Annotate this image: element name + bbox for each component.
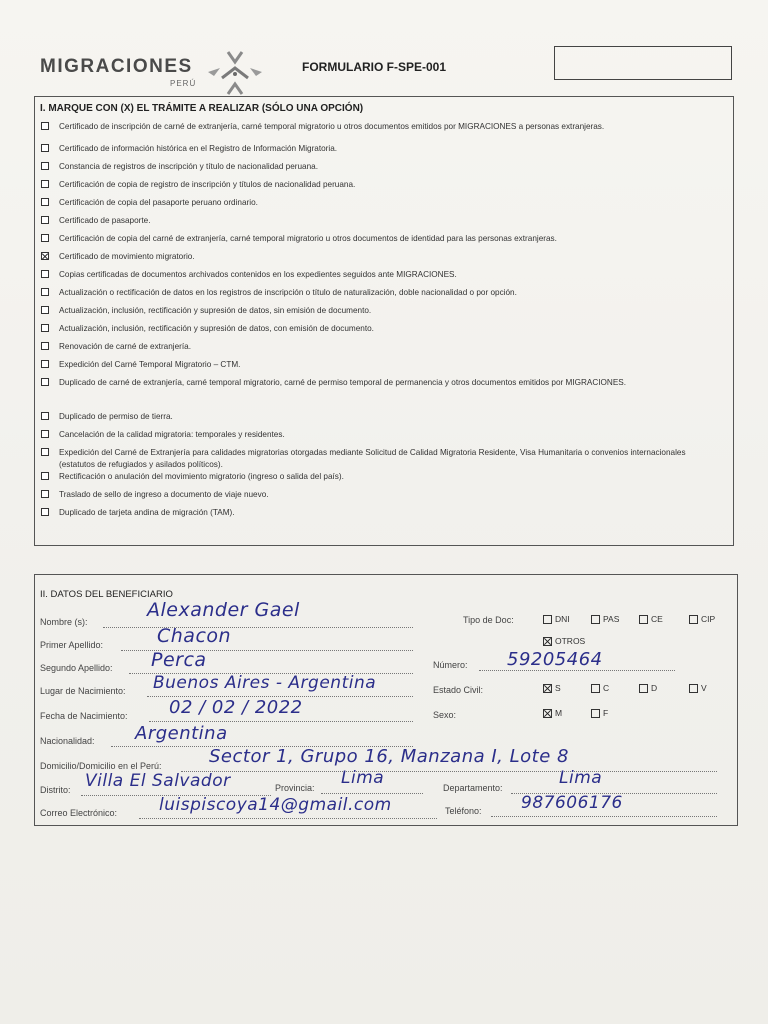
tramite-option-label: Actualización, inclusión, rectificación y supresión de datos, sin emisión de documento.: [59, 306, 372, 315]
estado-civil-option-label: C: [603, 683, 610, 693]
tramite-option-label: Rectificación o anulación del movimiento migratorio (ingreso o salida del país).: [59, 472, 344, 481]
logo-mark-icon: [200, 48, 270, 98]
tipo-doc-option-label: DNI: [555, 614, 570, 624]
checkbox-icon[interactable]: [41, 490, 49, 498]
tipo-doc-checkbox-icon[interactable]: [543, 637, 552, 646]
estado-civil-option-label: S: [555, 683, 561, 693]
checkbox-icon[interactable]: [41, 430, 49, 438]
distrito-label: Distrito:: [40, 785, 71, 795]
correo-label: Correo Electrónico:: [40, 808, 118, 818]
logo-name: MIGRACIONES: [40, 56, 193, 77]
tramite-option-label: Certificado de pasaporte.: [59, 216, 151, 225]
tramite-option-label: Certificado de movimiento migratorio.: [59, 252, 195, 261]
sexo-option-label: M: [555, 708, 563, 718]
distrito-value[interactable]: Villa El Salvador: [85, 771, 231, 791]
provincia-label: Provincia:: [275, 783, 315, 793]
checkbox-icon[interactable]: [41, 360, 49, 368]
tipo-doc-checkbox-icon[interactable]: [543, 615, 552, 624]
form-number-box[interactable]: [554, 46, 732, 80]
tramite-option-label: Certificado de inscripción de carné de extranjería, carné temporal migratorio u otros documentos emitidos por MIGRACIONES a personas extranjeras.: [59, 122, 605, 131]
checkbox-icon[interactable]: [41, 508, 49, 516]
tramite-option-label: Constancia de registros de inscripción y título de nacionalidad peruana.: [59, 162, 318, 171]
tramite-option-label: Cancelación de la calidad migratoria: temporales y residentes.: [59, 430, 285, 439]
checkbox-icon[interactable]: [41, 144, 49, 152]
tramite-option-label: Certificación de copia de registro de inscripción y títulos de nacionalidad peruana.: [59, 180, 356, 189]
checkbox-icon[interactable]: [41, 198, 49, 206]
checkbox-icon[interactable]: [41, 180, 49, 188]
sexo-checkbox-icon[interactable]: [591, 709, 600, 718]
domicilio-line: [181, 771, 717, 772]
lugar-nacimiento-value[interactable]: Buenos Aires - Argentina: [153, 673, 377, 693]
form-code: FORMULARIO F-SPE-001: [302, 60, 447, 74]
tipo-doc-option-label: PAS: [603, 614, 620, 624]
tramite-option-label: Expedición del Carné de Extranjería para calidades migratorias otorgadas mediante Solicitud de Calidad Migratoria Residente, Visa Humanitaria o convenios internacionales (estatutos de refugiados y asilados políticos).: [59, 448, 686, 469]
segundo-apellido-label: Segundo Apellido:: [40, 663, 113, 673]
checkbox-icon[interactable]: [41, 448, 49, 456]
nombres-line: [103, 627, 413, 628]
correo-line: [139, 818, 437, 819]
section-title: II. DATOS DEL BENEFICIARIO: [40, 589, 173, 600]
segundo-apellido-value[interactable]: Perca: [151, 649, 207, 671]
sexo-label: Sexo:: [433, 710, 457, 720]
checkbox-icon[interactable]: [41, 472, 49, 480]
departamento-label: Departamento:: [443, 783, 503, 793]
section-beneficiario: [34, 574, 738, 826]
tipo-doc-option-label: CE: [651, 614, 663, 624]
numero-label: Número:: [433, 660, 468, 670]
numero-value[interactable]: 59205464: [507, 649, 603, 670]
fecha-nacimiento-value[interactable]: 02 / 02 / 2022: [169, 697, 303, 718]
lugar-nacimiento-label: Lugar de Nacimiento:: [40, 686, 126, 696]
tramite-option-label: Actualización, inclusión, rectificación y supresión de datos, con emisión de documento.: [59, 324, 374, 333]
tramite-option-label: Expedición del Carné Temporal Migratorio – CTM.: [59, 360, 241, 369]
checkbox-icon[interactable]: [41, 162, 49, 170]
estado-civil-option-label: V: [701, 683, 707, 693]
checkbox-icon[interactable]: [41, 288, 49, 296]
tramite-option-label: Certificado de información histórica en el Registro de Información Migratoria.: [59, 144, 338, 153]
tipo-doc-checkbox-icon[interactable]: [689, 615, 698, 624]
tramite-option-label: Duplicado de permiso de tierra.: [59, 412, 173, 421]
nombres-label: Nombre (s):: [40, 617, 88, 627]
estado-civil-checkbox-icon[interactable]: [543, 684, 552, 693]
estado-civil-label: Estado Civil:: [433, 685, 484, 695]
checkbox-icon[interactable]: [41, 412, 49, 420]
telefono-line: [491, 816, 717, 817]
tramite-option-label: Duplicado de carné de extranjería, carné temporal migratorio, carné de permiso temporal de permanencia y otros documentos emitidos por MIGRACIONES.: [59, 378, 627, 387]
logo-country: PERÚ: [170, 79, 197, 88]
nombres-value[interactable]: Alexander Gael: [147, 599, 300, 621]
fecha-nacimiento-line: [149, 721, 413, 722]
numero-line: [479, 670, 675, 671]
checked-checkbox-icon[interactable]: [41, 252, 49, 260]
tramite-option-label: Traslado de sello de ingreso a documento de viaje nuevo.: [59, 490, 269, 499]
provincia-line: [321, 793, 423, 794]
tramite-option-label: Duplicado de tarjeta andina de migración (TAM).: [59, 508, 235, 517]
estado-civil-option-label: D: [651, 683, 658, 693]
checkbox-icon[interactable]: [41, 378, 49, 386]
tipo-doc-checkbox-icon[interactable]: [591, 615, 600, 624]
checkbox-icon[interactable]: [41, 342, 49, 350]
checkbox-icon[interactable]: [41, 306, 49, 314]
fecha-nacimiento-label: Fecha de Nacimiento:: [40, 711, 128, 721]
checkbox-icon[interactable]: [41, 122, 49, 130]
telefono-label: Teléfono:: [445, 806, 482, 816]
tramite-option-label: Copias certificadas de documentos archivados contenidos en los expedientes seguidos ante MIGRACIONES.: [59, 270, 457, 279]
section-tramite: [34, 96, 734, 546]
checkbox-icon[interactable]: [41, 234, 49, 242]
checkbox-icon[interactable]: [41, 324, 49, 332]
sexo-option-label: F: [603, 708, 609, 718]
primer-apellido-value[interactable]: Chacon: [157, 625, 232, 647]
correo-value[interactable]: luispiscoya14@gmail.com: [159, 795, 392, 815]
nacionalidad-label: Nacionalidad:: [40, 736, 95, 746]
provincia-value[interactable]: Lima: [341, 768, 385, 788]
domicilio-label: Domicilio/Domicilio en el Perú:: [40, 761, 162, 771]
checkbox-icon[interactable]: [41, 216, 49, 224]
tramite-option-label: Renovación de carné de extranjería.: [59, 342, 191, 351]
telefono-value[interactable]: 987606176: [521, 793, 623, 813]
tramite-option-label: Actualización o rectificación de datos en los registros de inscripción o título de naturalización, doble nacionalidad o por opción.: [59, 288, 517, 297]
tipo-doc-option-label: CIP: [701, 614, 716, 624]
tramite-option-label: Certificación de copia del pasaporte peruano ordinario.: [59, 198, 258, 207]
tipo-doc-label: Tipo de Doc:: [463, 615, 514, 625]
nacionalidad-value[interactable]: Argentina: [135, 723, 228, 744]
tipo-doc-checkbox-icon[interactable]: [639, 615, 648, 624]
estado-civil-checkbox-icon[interactable]: [639, 684, 648, 693]
sexo-checkbox-icon[interactable]: [543, 709, 552, 718]
checkbox-icon[interactable]: [41, 270, 49, 278]
section-title: I. MARQUE CON (X) EL TRÁMITE A REALIZAR (SÓLO UNA OPCIÓN): [40, 103, 364, 114]
tramite-option-label: Certificación de copia del carné de extranjería, carné temporal migratorio u otros documentos de identidad para las personas extranjeras.: [59, 234, 557, 243]
tipo-doc-option-label: OTROS: [555, 636, 586, 646]
estado-civil-checkbox-icon[interactable]: [591, 684, 600, 693]
primer-apellido-label: Primer Apellido:: [40, 640, 104, 650]
migraciones-logo: [40, 48, 280, 98]
departamento-value[interactable]: Lima: [559, 768, 603, 788]
estado-civil-checkbox-icon[interactable]: [689, 684, 698, 693]
domicilio-value[interactable]: Sector 1, Grupo 16, Manzana I, Lote 8: [209, 746, 569, 767]
